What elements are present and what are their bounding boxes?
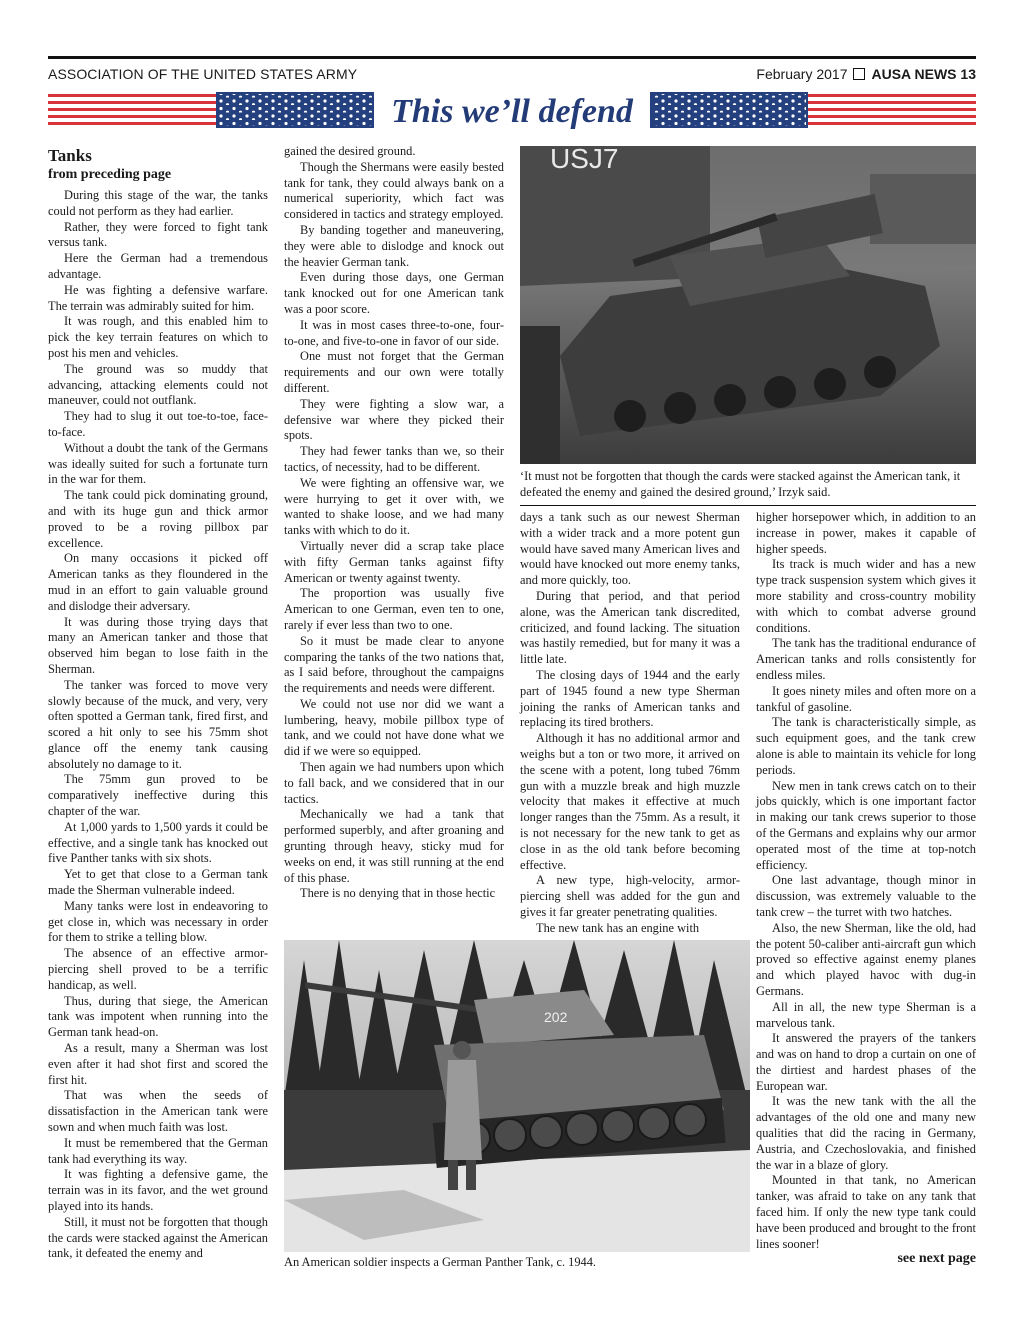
left-stripes (48, 94, 216, 125)
paragraph: Mechanically we had a tank that performed superbly, and after groaning and grunting through heavy, sticky mud for weeks on end, it was still running at the end of this phase. (284, 807, 504, 885)
paragraph: On many occasions it picked off American tanks as they floundered in the mud in an effort to gain valuable ground and dislodge their adversary. (48, 551, 268, 613)
issue-info (756, 66, 976, 82)
right-stripes (808, 94, 976, 125)
paragraph: As a result, many a Sherman was lost even after it had shot first and scored the first hit. (48, 1041, 268, 1087)
paragraph: That was when the seeds of dissatisfaction in the American tank were sown and when much faith was lost. (48, 1088, 268, 1135)
article-column-3 (520, 510, 740, 937)
paragraph: All in all, the new type Sherman is a marvelous tank. (756, 999, 976, 1030)
caption-rule (520, 505, 976, 506)
paragraph: The tanker was forced to move very slowly because of the muck, and very, very often spotted a German tank, fired first, and scored a hit only to see his 75mm shot glance off the enemy tank causing absolutely no damage to it. (48, 677, 268, 771)
issue-date: February 2017 (756, 66, 848, 82)
paragraph: We were fighting an offensive war, we were hurrying to get it over with, we wanted to shake loose, and we had many tanks with which to do it. (284, 475, 504, 538)
column-4-body (756, 557, 976, 1252)
paragraph: Still, it must not be forgotten that though the cards were stacked against the American tank, it defeated the enemy and (48, 1214, 268, 1261)
sherman-tank-photo (520, 146, 976, 464)
publication-name: AUSA NEWS 13 (871, 66, 976, 82)
paragraph: The closing days of 1944 and the early part of 1945 found a new type Sherman joining the ranks of American tanks and replacing its tired brothers. (520, 667, 740, 730)
paragraph: Rather, they were forced to fight tank versus tank. (48, 219, 268, 250)
paragraph: There is no denying that in those hectic (300, 886, 496, 901)
column-1-body (48, 188, 268, 1262)
paragraph: Many tanks were lost in endeavoring to get close in, which was necessary in order for them to strike a telling blow. (48, 898, 268, 945)
bottom-photo-caption: An American soldier inspects a German Panther Tank, c. 1944. (284, 1255, 597, 1269)
paragraph: The 75mm gun proved to be comparatively ineffective during this chapter of the war. (48, 772, 268, 819)
paragraph: It was during those trying days that many an American tanker and those that observed him began to lose faith in the Sherman. (48, 614, 268, 676)
paragraph: One must not forget that the German requirements and our own were totally different. (284, 349, 504, 395)
column-2-body (284, 160, 504, 902)
paragraph: It was in most cases three-to-one, four-to-one, and five-to-one in favor of our side. (284, 317, 504, 348)
banner-title: This we’ll defend (391, 93, 633, 130)
paragraph: Although it has no additional armor and weighs but a ton or two more, it arrived on the scene with a potent, long tubed 76mm gun with a muzzle break and high muzzle velocity that makes it effective at much longer ranges than the 75mm. As a result, it is not necessary for the new tank to get as close in as the old tank before becoming effective. (520, 731, 740, 872)
paragraph: During this stage of the war, the tanks could not perform as they had earlier. (48, 188, 268, 218)
hull-marking: USJ7 (550, 146, 619, 174)
paragraph: gained the desired ground. (284, 144, 416, 158)
paragraph: Also, the new Sherman, like the old, had the potent 50-caliber anti-aircraft gun which proved so effective against enemy planes and which played havoc with dug-in Germans. (756, 920, 976, 998)
organization-name: ASSOCIATION OF THE UNITED STATES ARMY (48, 66, 358, 82)
paragraph: During that period, and that period alone, was the American tank discredited, criticized, and found lacking. The situation was hastily remedied, but for many it was a little late. (520, 588, 740, 667)
paragraph: It was rough, and this enabled him to pick the key terrain features on which to post his men and vehicles. (48, 314, 268, 360)
paragraph: Then again we had numbers upon which to fall back, and we considered that in our tactics. (284, 760, 504, 806)
column-3-body (520, 589, 740, 937)
square-bullet-icon (853, 68, 865, 80)
paragraph: A new type, high-velocity, armor-piercing shell was added for the gun and gives it far greater penetrating qualities. (520, 873, 740, 919)
see-next-page: see next page (897, 1251, 976, 1266)
paragraph: Without a doubt the tank of the Germans was ideally suited for such a fortunate turn in the war for them. (48, 440, 268, 487)
paragraph: The tank has the traditional endurance of American tanks and rolls consistently for endless miles. (756, 636, 976, 682)
paragraph: Even during those days, one German tank knocked out for one American tank was a poor score. (284, 270, 504, 316)
paragraph: It was the new tank with the all the advantages of the old one and many new qualities that did the racing in Germany, Austria, and Czechoslovakia, and finished the war in a blaze of glory. (756, 1094, 976, 1172)
paragraph: They had fewer tanks than we, so their tactics, of necessity, had to be different. (284, 444, 504, 474)
paragraph: It answered the prayers of the tankers and was on hand to drop a curtain on one of the dirtiest and hardest phases of the European war. (756, 1031, 976, 1093)
paragraph: So it must be made clear to anyone comparing the tanks of the two nations that, as I said before, throughout the campaigns the requirements and needs were different. (284, 633, 504, 696)
panther-marking: 202 (544, 1009, 568, 1025)
article-headline: Tanks (48, 146, 92, 165)
paragraph: It goes ninety miles and often more on a tankful of gasoline. (756, 683, 976, 714)
paragraph: He was fighting a defensive warfare. The terrain was admirably suited for him. (48, 282, 268, 313)
top-photo-caption: ‘It must not be forgotten that though the cards were stacked against the American tank, it defeated the enemy and gained the desired ground,’ Irzyk said. (520, 469, 961, 499)
paragraph: days a tank such as our newest Sherman with a wider track and a more potent gun would have saved many American lives and would have knocked out more enemy tanks, and more quickly, too. (520, 510, 740, 588)
paragraph: The proportion was usually five American to one German, even ten to one, rarely if ever less than two to one. (284, 586, 504, 632)
paragraph: The ground was so muddy that advancing, attacking elements could not maneuver, could not outflank. (48, 361, 268, 408)
paragraph: By banding together and maneuvering, they were able to dislodge and knock out the heavier German tank. (284, 222, 504, 269)
paragraph: We could not use nor did we want a lumbering, heavy, mobile pillbox type of tank, and we could not have done what we did if we were so equipped. (284, 696, 504, 759)
right-star-field (650, 92, 808, 128)
paragraph: The new tank has an engine with (536, 920, 700, 935)
paragraph: Here the German had a tremendous advantage. (48, 251, 268, 281)
banner (48, 90, 976, 132)
paragraph: One last advantage, though minor in discussion, was extremely valuable to the tank crew – the turret with two hatches. (756, 873, 976, 919)
paragraph: Virtually never did a scrap take place with fifty German tanks against fifty American or twenty against twenty. (284, 538, 504, 585)
article-column-2 (284, 144, 504, 902)
continued-from: from preceding page (48, 167, 172, 182)
paragraph: At 1,000 yards to 1,500 yards it could be effective, and a single tank has knocked out five Panther tanks with six shots. (48, 819, 268, 866)
paragraph: Thus, during that siege, the American tank was impotent when running into the German tank head-on. (48, 993, 268, 1040)
paragraph: Mounted in that tank, no American tanker, was afraid to take on any tank that faced him. If only the new type tank could have been produced and brought to the front lines sooner! (756, 1173, 976, 1251)
top-rule (48, 56, 976, 59)
panther-tank-photo (284, 940, 750, 1252)
paragraph: New men in tank crews catch on to their jobs quickly, which is one important factor in making our tank crews superior to those of the Germans and explains why our armor operated most of the time at top-notch efficiency. (756, 778, 976, 872)
paragraph: Though the Shermans were easily bested tank for tank, they could always bank on a numerical superiority, which fact was considered in tactics and strategy employed. (284, 159, 504, 222)
paragraph: higher horsepower which, in addition to an increase in power, makes it capable of higher speeds. (756, 510, 976, 556)
article-column-1 (48, 146, 268, 1262)
article-column-4 (756, 510, 976, 1252)
paragraph: They had to slug it out toe-to-toe, face-to-face. (48, 409, 268, 439)
paragraph: It was fighting a defensive game, the terrain was in its favor, and the wet ground played into its hands. (48, 1167, 268, 1213)
left-star-field (216, 92, 374, 128)
paragraph: Yet to get that close to a German tank made the Sherman vulnerable indeed. (48, 867, 268, 898)
paragraph: They were fighting a slow war, a defensive war where they picked their spots. (284, 396, 504, 443)
paragraph: The absence of an effective armor-piercing shell proved to be a terrific handicap, as well. (48, 946, 268, 992)
paragraph: Its track is much wider and has a new type track suspension system which gives it more stability and cross-country mobility with which to combat adverse ground conditions. (756, 557, 976, 635)
paragraph: The tank is characteristically simple, as such equipment goes, and the tank crew alone is able to maintain its vehicle for long periods. (756, 715, 976, 777)
paragraph: The tank could pick dominating ground, and with its huge gun and thick armor proved to be a roving pillbox par excellence. (48, 488, 268, 550)
paragraph: It must be remembered that the German tank had everything its way. (48, 1135, 268, 1166)
